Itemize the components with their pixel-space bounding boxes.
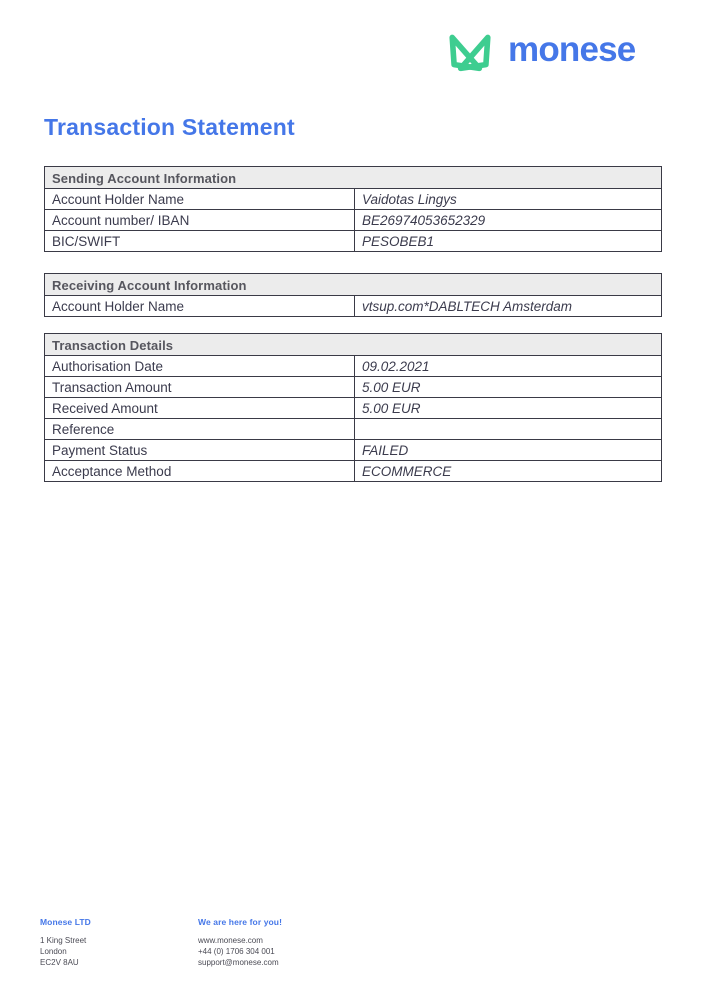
table-row: [45, 440, 662, 461]
row-value: Vaidotas Lingys: [355, 189, 662, 210]
row-label: Received Amount: [45, 398, 355, 419]
table-row: [45, 210, 662, 231]
table-row: [45, 461, 662, 482]
row-label: Account Holder Name: [45, 296, 355, 317]
transaction-details-table: [44, 333, 662, 482]
row-value: [355, 419, 662, 440]
row-value: 5.00 EUR: [355, 398, 662, 419]
table-header-row: [45, 274, 662, 296]
footer-company-title: Monese LTD: [40, 917, 91, 927]
footer-address-line: London: [40, 947, 67, 956]
footer-website: www.monese.com: [198, 936, 263, 945]
monese-logo: [441, 28, 635, 75]
row-value: FAILED: [355, 440, 662, 461]
table-section-title: Sending Account Information: [45, 167, 662, 189]
row-value: BE26974053652329: [355, 210, 662, 231]
row-label: Authorisation Date: [45, 356, 355, 377]
table-header-row: [45, 334, 662, 356]
table-row: [45, 231, 662, 252]
footer-address-line: 1 King Street: [40, 936, 87, 945]
footer-contact-title: We are here for you!: [198, 917, 283, 927]
table-row: [45, 398, 662, 419]
sending-account-table: [44, 166, 662, 252]
footer-phone: +44 (0) 1706 304 001: [198, 947, 275, 956]
table-row: [45, 377, 662, 398]
table-header-row: [45, 167, 662, 189]
monese-m-butterfly-icon: [441, 28, 499, 75]
row-label: Account Holder Name: [45, 189, 355, 210]
footer-email: support@monese.com: [198, 958, 279, 967]
row-label: Payment Status: [45, 440, 355, 461]
row-label: Acceptance Method: [45, 461, 355, 482]
row-value: PESOBEB1: [355, 231, 662, 252]
row-label: BIC/SWIFT: [45, 231, 355, 252]
row-label: Account number/ IBAN: [45, 210, 355, 231]
page-title: Transaction Statement: [44, 114, 295, 140]
row-value: vtsup.com*DABLTECH Amsterdam: [355, 296, 662, 317]
row-value: 5.00 EUR: [355, 377, 662, 398]
footer-address-line: EC2V 8AU: [40, 958, 79, 967]
table-section-title: Receiving Account Information: [45, 274, 662, 296]
table-row: [45, 189, 662, 210]
table-row: [45, 356, 662, 377]
receiving-account-table: [44, 273, 662, 317]
row-value: ECOMMERCE: [355, 461, 662, 482]
table-row: [45, 419, 662, 440]
table-row: [45, 296, 662, 317]
monese-wordmark: monese: [508, 30, 636, 69]
footer-company-block: [40, 917, 91, 968]
row-label: Transaction Amount: [45, 377, 355, 398]
footer-contact-block: [198, 917, 282, 968]
row-value: 09.02.2021: [355, 356, 662, 377]
statement-tables: [44, 166, 662, 482]
table-section-title: Transaction Details: [45, 334, 662, 356]
row-label: Reference: [45, 419, 355, 440]
